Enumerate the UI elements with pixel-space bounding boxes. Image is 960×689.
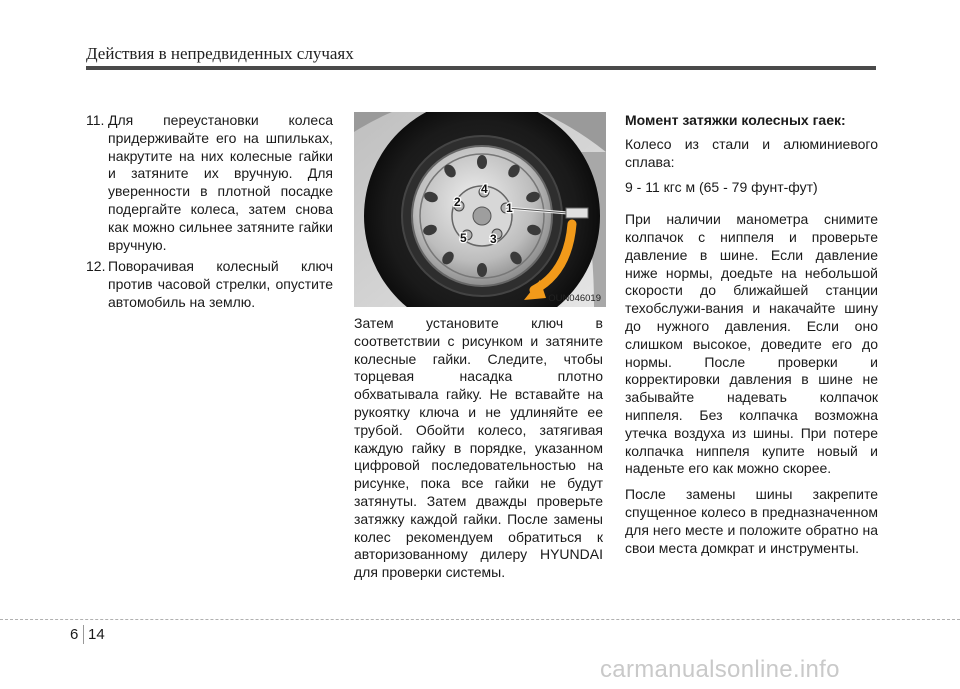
left-column: [88, 112, 333, 316]
wheel-nut-tightening-figure: [354, 112, 606, 307]
right-column: [625, 112, 878, 565]
watermark: carmanualsonline.info: [600, 656, 840, 683]
stowage-paragraph: После замены шины закрепите спущенное колесо в предназначенном для него месте и положите обратно на свои места домкрат и инструменты.: [625, 486, 878, 556]
step-12: [88, 258, 333, 311]
step-number: 12.: [86, 258, 106, 275]
step-text: Поворачивая колесный ключ против часовой стрелки, опустите автомобиль на землю.: [108, 258, 333, 310]
wheel-material-line: Колесо из стали и алюминиевого сплава:: [625, 135, 878, 170]
tire-pressure-paragraph: При наличии манометра снимите колпачок с ниппеля и проверьте давление в шине. Если давление ниже нормы, доедьте на небольшой скорости до ближайшей станции техобслужи-вания и накачайте шину до нужного давления. Если оно слишком высокое, доведите его до нормы. После проверки и корректировки давления в шине не забывайте надевать колпачок ниппеля. Без колпачка возможна утечка воздуха из шины. При потере колпачка ниппеля купите новый и наденьте его как можно скорее.: [625, 211, 878, 477]
nut-label-3: 3: [490, 232, 497, 246]
page-number: 14: [88, 626, 105, 643]
nut-label-4: 4: [481, 182, 488, 196]
step-number: 11.: [86, 112, 105, 128]
nut-label-5: 5: [460, 231, 467, 245]
nut-label-2: 2: [454, 195, 461, 209]
torque-value-line: 9 - 11 кгс м (65 - 79 фунт-фут): [625, 179, 818, 196]
middle-paragraph: Затем установите ключ в соответствии с рисунком и затяните колесные гайки. Следите, чтобы торцевая насадка плотно обхватывала гайку. Не вставайте на рукоятку ключа и не удлиняйте ее трубой. Обойти колесо, затягивая каждую гайку в порядке, указанном цифровой последовательностью на рисунке, пока все гайки не будут затянуты. Затем дважды проверьте затяжку каждой гайки. После замены колес рекомендуем обратиться к авторизованному дилеру HYUNDAI для проверки системы.: [354, 315, 603, 581]
chapter-number: 6: [70, 626, 79, 643]
middle-column: [354, 315, 603, 590]
figure-code: OUN046019: [548, 293, 601, 304]
wheel-illustration: [354, 112, 606, 307]
page-number-separator: [83, 625, 84, 644]
torque-heading: Момент затяжки колесных гаек:: [625, 112, 846, 128]
nut-label-1: 1: [506, 201, 513, 215]
header-rule: [86, 66, 876, 70]
step-text: Для переустановки колеса придерживайте его на шпильках, накрутите на них колесные гайки и затяните их вручную. Для уверенности в плотной посадке подергайте колеса, затем снова как можно сильнее затяните гайки вручную.: [108, 112, 333, 253]
page-header-title: Действия в непредвиденных случаях: [86, 44, 354, 63]
step-11: [88, 112, 333, 254]
footer-rule: [0, 619, 960, 620]
